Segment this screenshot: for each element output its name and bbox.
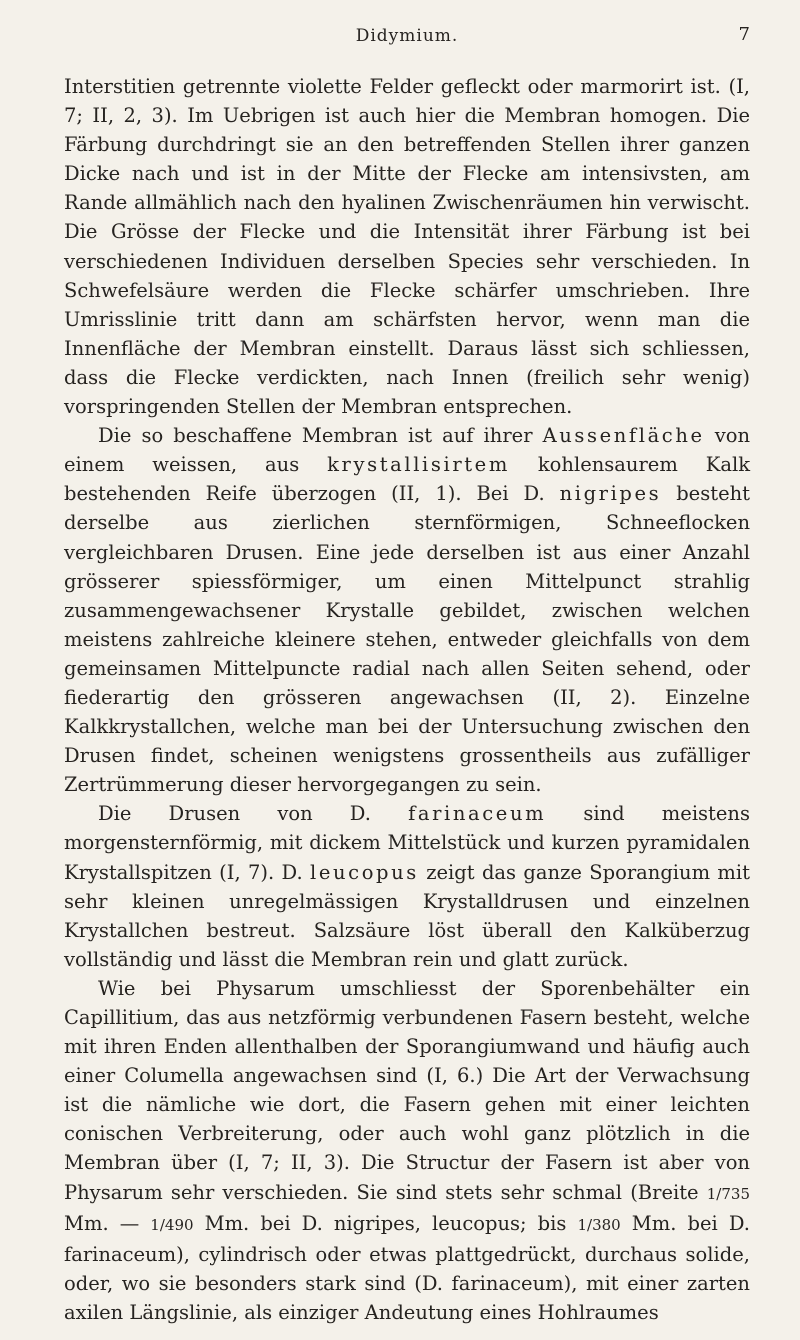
paragraph-3 [64, 799, 750, 974]
paragraph-2 [64, 421, 750, 799]
text-run: Mm. bei D. nigripes, leucopus; bis [193, 1211, 578, 1235]
fraction: 1/735 [706, 1184, 750, 1203]
paragraph-4 [64, 974, 750, 1327]
body-text [64, 72, 750, 1327]
text-run: zeigt das ganze Sporangium mit sehr kleinen unregelmässigen Krystalldrusen und einzelnen Krystallchen bestreut. Salzsäure löst überall den Kalküberzug vollständig und lässt die Membran rein und glatt zurück. [64, 860, 750, 971]
emphasis-term: Aussenfläche [542, 424, 705, 448]
emphasis-term: krystallisirtem [327, 453, 510, 477]
fraction: 1/490 [150, 1215, 194, 1234]
text-run: kohlensaurem Kalk bestehenden Reife überzogen (II, 1). Bei D. [64, 453, 751, 506]
text-run: Die so beschaffene Membran ist auf ihrer [98, 424, 543, 448]
text-run: Die Drusen von D. [98, 802, 409, 826]
running-head: Didymium. [355, 26, 459, 46]
text-run: Wie bei Physarum umschliesst der Sporenbehälter ein Capillitium, das aus netzförmig verbundenen Fasern besteht, welche mit ihren Enden allenthalben der Sporangiumwand und häufig auch einer Columella angewachsen sind (I, 6.) Die Art der Verwachsung ist die nämliche wie dort, die Fasern gehen mit einer leichten conischen Verbreiterung, oder auch wohl ganz plötzlich in die Membran über (I, 7; II, 3). Die Structur der Fasern ist aber von Physarum sehr verschieden. Sie sind stets sehr schmal (Breite [64, 976, 750, 1204]
page-number: 7 [738, 24, 750, 45]
text-run: Mm. — [64, 1211, 151, 1235]
fraction: 1/380 [577, 1215, 621, 1234]
species-name: leucopus [310, 860, 419, 884]
page-header [64, 22, 750, 52]
paragraph-1-text: Interstitien getrennte violette Felder gefleckt oder marmorirt ist. (I, 7; II, 2, 3). Im Uebrigen ist auch hier die Membran homogen. Die Färbung durchdringt sie an den betreffenden Stellen ihrer ganzen Dicke nach und ist in der Mitte der Flecke am intensivsten, am Rande allmählich nach den hyalinen Zwischenräumen hin verwischt. Die Grösse der Flecke und die Intensität ihrer Färbung ist bei verschiedenen Individuen derselben Species sehr verschieden. In Schwefelsäure werden die Flecke schärfer umschrieben. Ihre Umrisslinie tritt dann am schärfsten hervor, wenn man die Innenfläche der Membran einstellt. Daraus lässt sich schliessen, dass die Flecke verdickten, nach Innen (freilich sehr wenig) vorspringenden Stellen der Membran entsprechen. [64, 75, 750, 419]
text-run: besteht derselbe aus zierlichen sternförmigen, Schneeflocken vergleichbaren Drusen. Eine jede derselben ist aus einer Anzahl grösserer spiessförmiger, um einen Mittelpunct strahlig zusammengewachsener Krystalle gebildet, zwischen welchen meistens zahlreiche kleinere stehen, entweder gleichfalls von dem gemeinsamen Mittelpuncte radial nach allen Seiten sehend, oder fiederartig den grösseren angewachsen (II, 2). Einzelne Kalkkrystallchen, welche man bei der Untersuchung zwischen den Drusen findet, scheinen wenigstens grossentheils aus zufälliger Zertrümmerung dieser hervorgegangen zu sein. [64, 482, 751, 797]
text-run: sind meistens morgensternförmig, mit dickem Mittelstück und kurzen pyramidalen Krystallspitzen (I, 7). D. [64, 802, 751, 884]
species-name: nigripes [559, 482, 662, 506]
text-run: von einem weissen, aus [64, 424, 751, 477]
paragraph-1 [64, 72, 750, 421]
text-run: Mm. bei D. farinaceum), cylindrisch oder etwas plattgedrückt, durchaus solide, oder, wo sie besonders stark sind (D. farinaceum), mit einer zarten axilen Längslinie, als einziger Andeutung eines Hohlraumes [64, 1211, 750, 1324]
species-name: farinaceum [408, 802, 547, 826]
